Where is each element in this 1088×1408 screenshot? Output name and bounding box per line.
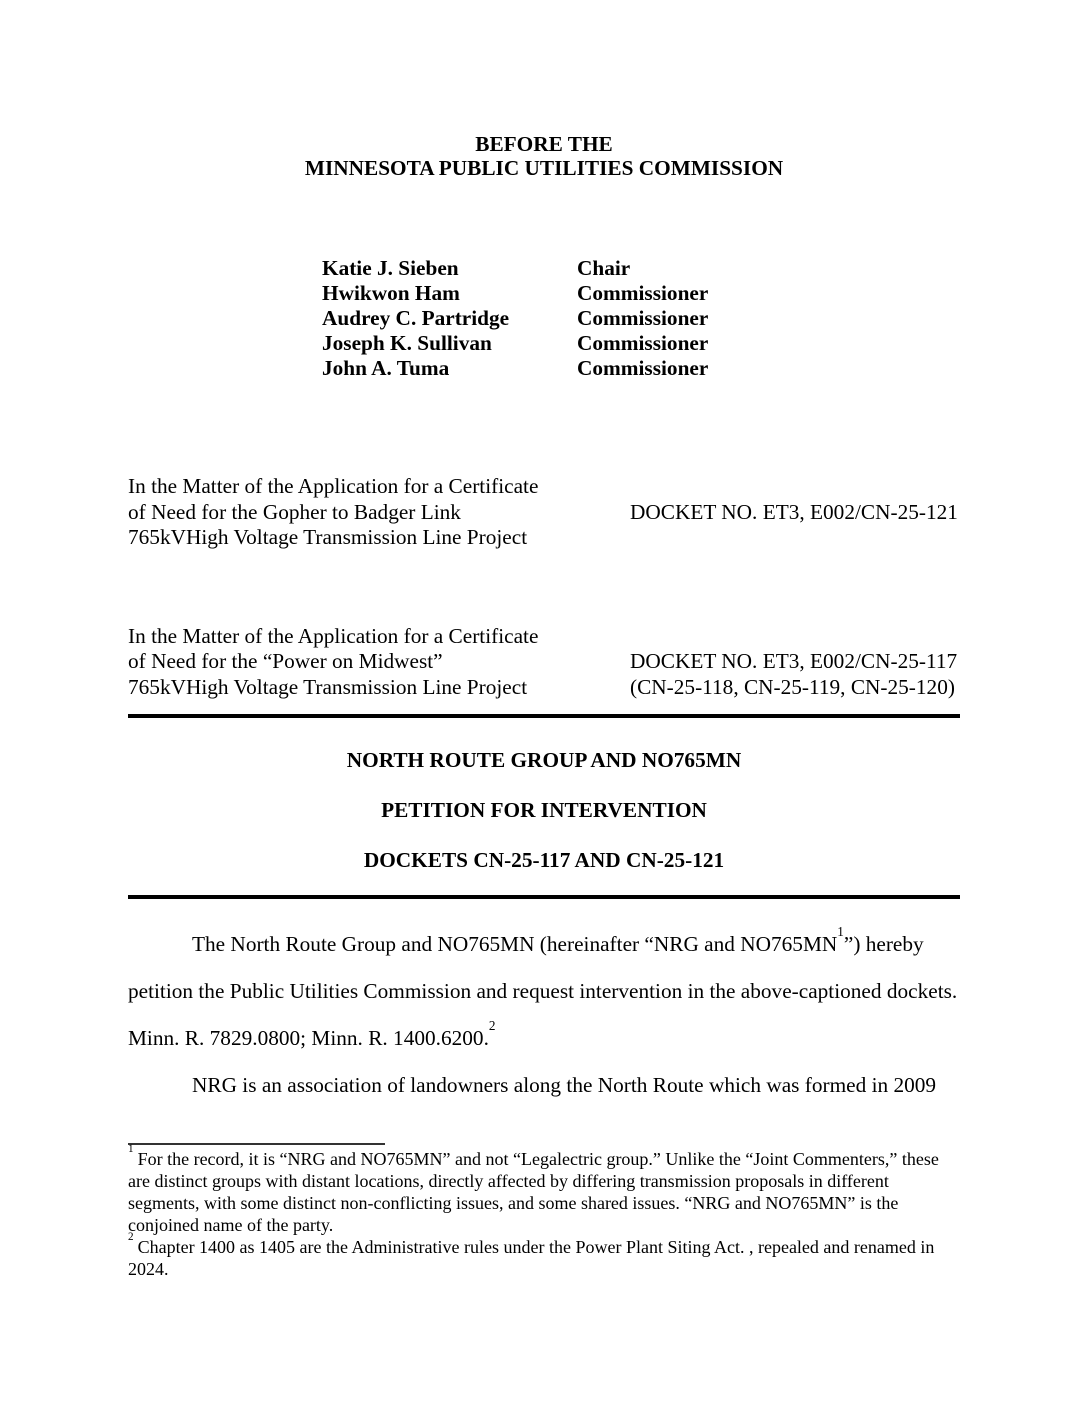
horizontal-rule-bottom bbox=[128, 895, 960, 899]
text-line: (CN-25-118, CN-25-119, CN-25-120) bbox=[630, 674, 955, 699]
footnote-separator-rule bbox=[128, 1143, 385, 1145]
text-line: DOCKET NO. ET3, E002/CN-25-117 bbox=[630, 649, 958, 673]
docket-1-caption bbox=[128, 474, 630, 551]
footnote-reference-1: 1 bbox=[837, 924, 844, 940]
commissioner-name: Hwikwon Ham bbox=[322, 281, 460, 305]
footnote-1-text: For the record, it is “NRG and NO765MN” and not “Legalectric group.” Unlike the “Joint Commenters,” these are distinct groups with distant locations, directly affected by differing transmission proposals in different segments, with some distinct non-conflicting issues, and some shared issues. “NRG and NO765MN” is the conjoined name of the party. bbox=[128, 1149, 939, 1235]
commissioner-title: Chair bbox=[577, 256, 631, 280]
paragraph-text: The North Route Group and NO765MN (hereinafter “NRG and NO765MN bbox=[192, 932, 838, 956]
commissioners-list bbox=[322, 256, 960, 381]
petition-title-block bbox=[128, 748, 960, 872]
commissioner-title: Commissioner bbox=[577, 281, 709, 305]
text-line: 765kVHigh Voltage Transmission Line Project bbox=[128, 674, 528, 699]
body-paragraph-1 bbox=[128, 921, 960, 1062]
body-paragraph-2: NRG is an association of landowners along the North Route which was formed in 2009 bbox=[192, 1073, 937, 1097]
commissioner-title: Commissioner bbox=[577, 331, 709, 355]
text-line: DOCKETS CN-25-117 AND CN-25-121 bbox=[363, 848, 725, 872]
text-line: NORTH ROUTE GROUP AND NO765MN bbox=[346, 748, 742, 772]
text-line: In the Matter of the Application for a Certificate bbox=[128, 623, 539, 648]
text-line: of Need for the “Power on Midwest” bbox=[128, 649, 443, 673]
header-line-commission: MINNESOTA PUBLIC UTILITIES COMMISSION bbox=[304, 156, 784, 180]
text-line: of Need for the Gopher to Badger Link bbox=[128, 499, 461, 524]
commissioner-name: Audrey C. Partridge bbox=[322, 306, 510, 330]
footnote-2 bbox=[128, 1231, 960, 1280]
footnote-1 bbox=[128, 1143, 960, 1236]
commissioner-name: John A. Tuma bbox=[322, 356, 450, 380]
footnote-2-marker: 2 bbox=[128, 1231, 134, 1244]
commissioner-title: Commissioner bbox=[577, 306, 709, 330]
text-line: DOCKET NO. ET3, E002/CN-25-121 bbox=[630, 499, 958, 524]
horizontal-rule-top bbox=[128, 714, 960, 718]
text-line: In the Matter of the Application for a Certificate bbox=[128, 474, 539, 498]
docket-block-power-on-midwest bbox=[128, 624, 960, 701]
footnote-2-text: Chapter 1400 as 1405 are the Administrative rules under the Power Plant Siting Act. , repealed and renamed in 2024. bbox=[128, 1237, 935, 1279]
docket-2-caption bbox=[128, 624, 630, 701]
document-header bbox=[128, 132, 960, 180]
footnote-1-marker: 1 bbox=[128, 1143, 134, 1156]
commissioner-name: Katie J. Sieben bbox=[322, 256, 459, 280]
text-line: PETITION FOR INTERVENTION bbox=[381, 798, 707, 822]
footnote-reference-2: 2 bbox=[488, 1018, 496, 1034]
docket-2-number bbox=[630, 649, 960, 700]
header-line-court: BEFORE THE bbox=[475, 132, 613, 156]
commissioner-name: Joseph K. Sullivan bbox=[322, 331, 492, 355]
docket-block-gopher-badger bbox=[128, 474, 960, 551]
footnote-area bbox=[128, 1143, 960, 1280]
text-line: 765kVHigh Voltage Transmission Line Project bbox=[128, 525, 528, 549]
commissioner-title: Commissioner bbox=[577, 356, 709, 380]
paragraph-text: ”) hereby petition the Public Utilities Commission and request intervention in the above-captioned dockets. Minn. R. 7829.0800; Minn. R. 1400.6200. bbox=[128, 932, 958, 1050]
docket-1-number bbox=[630, 500, 960, 526]
